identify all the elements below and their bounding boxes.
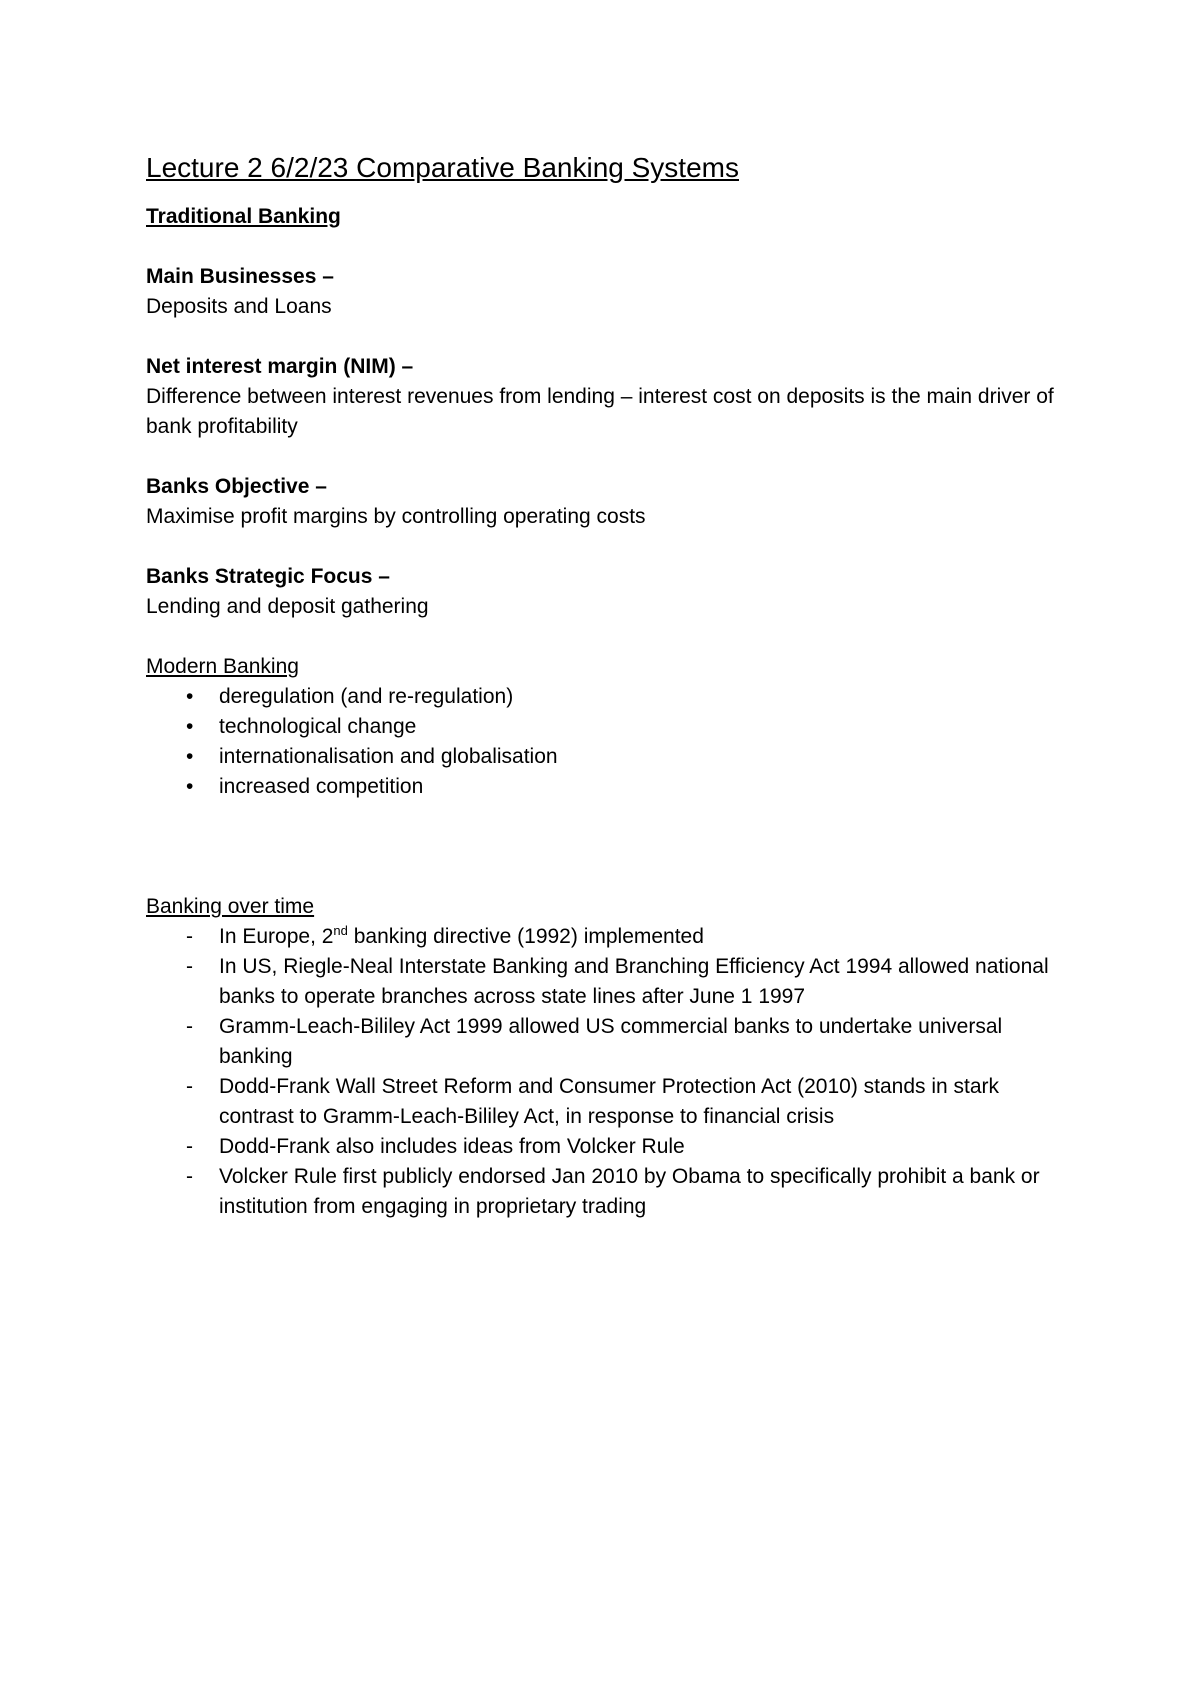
list-item xyxy=(146,682,1076,712)
list-item xyxy=(146,922,1076,952)
list-item xyxy=(146,952,1076,1012)
document-content xyxy=(146,148,1076,1222)
dash-icon: - xyxy=(186,1075,193,1098)
field-main-businesses xyxy=(146,262,1076,322)
page-title: Lecture 2 6/2/23 Comparative Banking Systems xyxy=(146,152,739,183)
field-label: Main Businesses – xyxy=(146,265,334,288)
field-label: Banks Objective – xyxy=(146,475,327,498)
field-label: Banks Strategic Focus – xyxy=(146,565,390,588)
list-item xyxy=(146,1132,1076,1162)
modern-banking-list xyxy=(146,682,1076,802)
dash-icon: - xyxy=(186,1135,193,1158)
list-item-text: In US, Riegle-Neal Interstate Banking and Branching Efficiency Act 1994 allowed national banks to operate branches across state lines after June 1 1997 xyxy=(219,955,1049,1008)
banking-over-time-list xyxy=(146,922,1076,1222)
list-item xyxy=(146,1012,1076,1072)
field-text: Maximise profit margins by controlling operating costs xyxy=(146,505,646,528)
list-item-text: Dodd-Frank also includes ideas from Volcker Rule xyxy=(219,1135,685,1158)
field-banks-strategic-focus xyxy=(146,562,1076,622)
section-heading-traditional-banking: Traditional Banking xyxy=(146,205,341,228)
list-item xyxy=(146,1162,1076,1222)
field-text: Deposits and Loans xyxy=(146,295,332,318)
list-item-text: internationalisation and globalisation xyxy=(219,745,558,768)
section-heading-banking-over-time: Banking over time xyxy=(146,895,315,918)
list-item-text: deregulation (and re-regulation) xyxy=(219,685,514,708)
list-item xyxy=(146,1072,1076,1132)
list-item xyxy=(146,772,1076,802)
list-item-text: Dodd-Frank Wall Street Reform and Consumer Protection Act (2010) stands in stark contrast to Gramm-Leach-Bililey Act, in response to financial crisis xyxy=(219,1075,1000,1128)
dash-icon: - xyxy=(186,1165,193,1188)
section-heading-modern-banking: Modern Banking xyxy=(146,655,299,678)
field-label: Net interest margin (NIM) – xyxy=(146,355,414,378)
field-net-interest-margin xyxy=(146,352,1076,442)
field-banks-objective xyxy=(146,472,1076,532)
ordinal-suffix: nd xyxy=(333,923,348,938)
dash-icon: - xyxy=(186,925,193,948)
bullet-icon: • xyxy=(186,685,194,708)
list-item-text-after: banking directive (1992) implemented xyxy=(347,925,704,948)
dash-icon: - xyxy=(186,1015,193,1038)
list-item xyxy=(146,742,1076,772)
list-item-text: increased competition xyxy=(219,775,424,798)
bullet-icon: • xyxy=(186,775,194,798)
bullet-icon: • xyxy=(186,715,194,738)
field-text: Lending and deposit gathering xyxy=(146,595,429,618)
list-item xyxy=(146,712,1076,742)
list-item-text: Volcker Rule first publicly endorsed Jan 2010 by Obama to specifically prohibit a bank or institution from engaging in proprietary trading xyxy=(219,1165,1040,1218)
list-item-text: Gramm-Leach-Bililey Act 1999 allowed US commercial banks to undertake universal banking xyxy=(219,1015,1003,1068)
list-item-text-before: In Europe, 2 xyxy=(219,925,334,948)
dash-icon: - xyxy=(186,955,193,978)
field-text: Difference between interest revenues from lending – interest cost on deposits is the main driver of bank profitability xyxy=(146,385,1054,438)
bullet-icon: • xyxy=(186,745,194,768)
list-item-text: technological change xyxy=(219,715,417,738)
